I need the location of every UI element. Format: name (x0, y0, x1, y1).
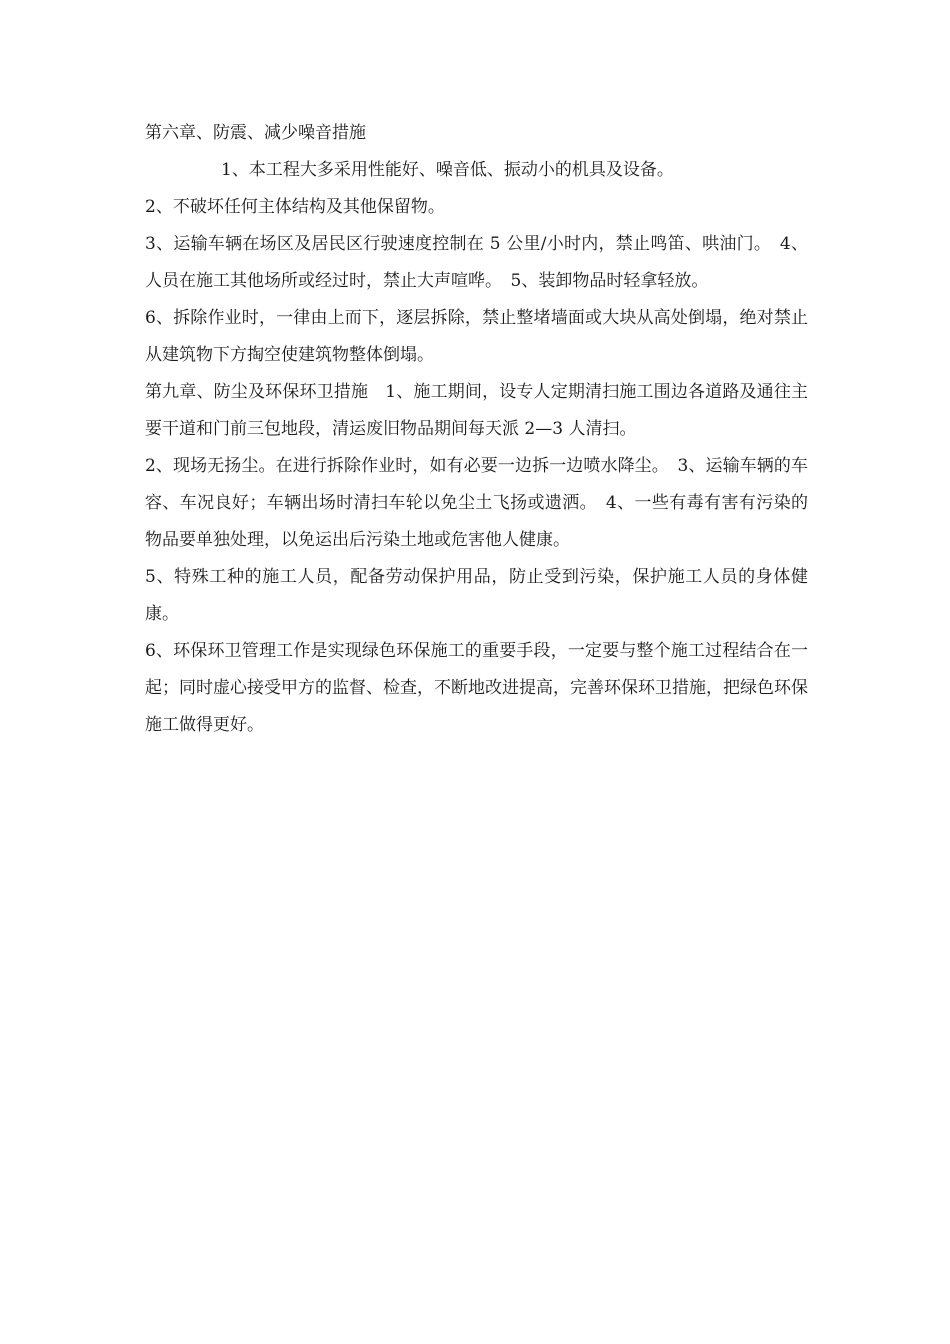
paragraph-dust-5: 5、特殊工种的施工人员，配备劳动保护用品，防止受到污染，保护施工人员的身体健康。 (145, 567, 808, 624)
chapter-6-heading: 第六章、防震、减少噪音措施 (145, 123, 366, 143)
paragraph-item-1: 1、本工程大多采用性能好、噪音低、振动小的机具及设备。 (221, 160, 674, 180)
document-body (145, 115, 808, 744)
paragraph-dust-2-4: 2、现场无扬尘。在进行拆除作业时，如有必要一边拆一边喷水降尘。 3、运输车辆的车容、车况良好；车辆出场时清扫车轮以免尘土飞扬或遗洒。 4、一些有毒有害有污染的物品要单独处理，以免运出后污染土地或危害他人健康。 (145, 456, 808, 550)
paragraph-dust-6: 6、环保环卫管理工作是实现绿色环保施工的重要手段，一定要与整个施工过程结合在一起；同时虚心接受甲方的监督、检查，不断地改进提高，完善环保环卫措施，把绿色环保施工做得更好。 (145, 641, 808, 735)
chapter-9-paragraph: 第九章、防尘及环保环卫措施 1、施工期间，设专人定期清扫施工围边各道路及通往主要干道和门前三包地段，清运废旧物品期间每天派 2—3 人清扫。 (145, 382, 808, 439)
paragraph-item-2: 2、不破坏任何主体结构及其他保留物。 (145, 197, 445, 217)
paragraph-item-3-5: 3、运输车辆在场区及居民区行驶速度控制在 5 公里/小时内，禁止鸣笛、哄油门。 4、人员在施工其他场所或经过时，禁止大声喧哗。 5、装卸物品时轻拿轻放。 (145, 234, 808, 291)
paragraph-item-6: 6、拆除作业时，一律由上而下，逐层拆除，禁止整堵墙面或大块从高处倒塌，绝对禁止从建筑物下方掏空使建筑物整体倒塌。 (145, 308, 808, 365)
